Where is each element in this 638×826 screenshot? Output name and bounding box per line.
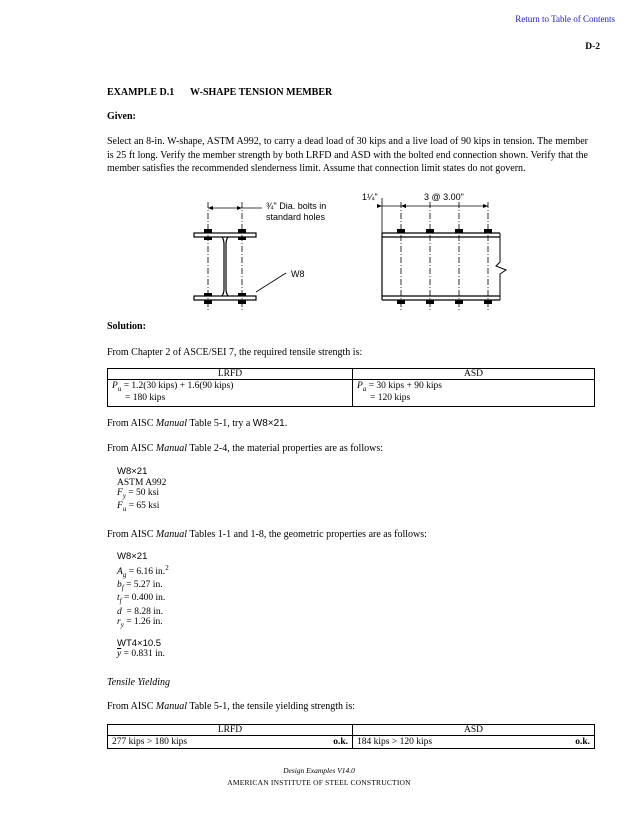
- bolt-note-line1: ¾" Dia. bolts in: [266, 201, 327, 211]
- web: [222, 237, 228, 296]
- asd-header: ASD: [353, 725, 595, 736]
- geometric-suffix: Tables 1-1 and 1-8, the geometric properties are as follows:: [187, 529, 427, 540]
- lrfd-check-cell: [108, 736, 353, 749]
- geometric-properties: [117, 552, 169, 660]
- tf-line: [117, 593, 169, 606]
- fu-subscript: u: [122, 505, 127, 514]
- manual-word: Manual: [155, 443, 188, 454]
- material-shape: W8×21: [117, 466, 148, 477]
- material-suffix: Table 2-4, the material properties are as follows:: [187, 443, 384, 454]
- pa-result: = 120 kips: [370, 392, 411, 403]
- solution-label: Solution:: [107, 321, 146, 332]
- material-intro: [107, 443, 383, 454]
- bottom-flange: [194, 296, 256, 300]
- geometric-prefix: From AISC: [107, 529, 156, 540]
- ag-subscript: g: [122, 570, 127, 579]
- asd-check: 184 kips > 120 kips: [357, 737, 433, 747]
- pu-symbol: P: [112, 381, 118, 391]
- fu-line: [117, 501, 166, 514]
- ag-line: [117, 563, 169, 581]
- tensile-yielding-intro: [107, 701, 355, 712]
- manual-word: Manual: [155, 701, 188, 712]
- connection-figure: [180, 188, 520, 312]
- material-properties: [117, 467, 166, 515]
- d-symbol: d: [117, 606, 122, 617]
- trial-prefix: From AISC: [107, 418, 156, 429]
- page-number: D-2: [585, 42, 600, 52]
- footer-title: Design Examples V14.0: [283, 766, 355, 775]
- ry-symbol: r: [117, 617, 121, 628]
- geometric-intro: [107, 529, 427, 540]
- pu-subscript: u: [117, 384, 122, 393]
- bolt-note: [266, 201, 326, 223]
- bolt-note-line2: standard holes: [266, 212, 326, 222]
- pa-subscript: a: [362, 384, 367, 393]
- lrfd-cell: [108, 380, 353, 407]
- given-label: Given:: [107, 111, 136, 122]
- top-flange: [194, 233, 256, 237]
- bf-symbol: b: [117, 580, 122, 591]
- trial-middle: Table 5-1, try a: [187, 418, 253, 429]
- shape-label: W8: [291, 269, 305, 279]
- tee-shape: WT4×10.5: [117, 637, 162, 649]
- fy-symbol: F: [117, 488, 123, 498]
- lrfd-header: LRFD: [108, 725, 353, 736]
- tensile-yielding-table: [107, 724, 595, 749]
- pa-symbol: P: [357, 381, 363, 391]
- ag-value: = 6.16 in.: [126, 566, 166, 577]
- pu-expression: = 1.2(30 kips) + 1.6(90 kips): [121, 381, 234, 391]
- pa-expression: = 30 kips + 90 kips: [366, 381, 442, 391]
- asd-ok: o.k.: [575, 737, 590, 747]
- material-grade: ASTM A992: [117, 477, 167, 488]
- bf-subscript: f: [121, 583, 124, 592]
- tf-value: = 0.400 in.: [121, 593, 166, 604]
- ry-value: = 1.26 in.: [123, 617, 163, 628]
- footer-publisher: AMERICAN INSTITUTE OF STEEL CONSTRUCTION: [227, 778, 411, 787]
- lrfd-ok: o.k.: [333, 737, 348, 747]
- tf-subscript: f: [119, 597, 122, 606]
- ybar-value: = 0.831 in.: [121, 649, 165, 660]
- trial-shape: W8×21: [252, 418, 285, 429]
- lrfd-check: 277 kips > 180 kips: [112, 737, 188, 747]
- ag-symbol: A: [117, 566, 123, 577]
- lrfd-header: LRFD: [108, 369, 353, 380]
- ry-subscript: y: [120, 621, 124, 630]
- ty-prefix: From AISC: [107, 701, 156, 712]
- fu-symbol: F: [117, 501, 123, 512]
- edge-distance: 1¼": [362, 192, 378, 202]
- tf-symbol: t: [117, 593, 120, 604]
- tensile-yielding-heading: Tensile Yielding: [107, 677, 171, 688]
- fy-value: = 50 ksi: [125, 488, 159, 498]
- fy-subscript: y: [122, 491, 126, 500]
- fu-value: = 65 ksi: [126, 501, 160, 512]
- bolt-spacing: 3 @ 3.00": [424, 192, 464, 202]
- bf-value: = 5.27 in.: [123, 580, 163, 591]
- toc-link[interactable]: Return to Table of Contents: [515, 14, 615, 24]
- d-value: = 8.28 in.: [121, 606, 163, 617]
- manual-word: Manual: [155, 529, 188, 540]
- material-prefix: From AISC: [107, 443, 156, 454]
- manual-word: Manual: [155, 418, 188, 429]
- ry-line: [117, 617, 169, 630]
- asd-header: ASD: [353, 369, 595, 380]
- ty-suffix: Table 5-1, the tensile yielding strength is:: [187, 701, 355, 712]
- required-strength-table: [107, 368, 595, 407]
- dim-arrow-right: [237, 206, 242, 210]
- ybar-symbol: $\overline{y}$: [117, 649, 122, 660]
- fy-line: [117, 488, 166, 501]
- dim-arrow-left: [208, 206, 213, 210]
- pu-result: = 180 kips: [125, 392, 166, 403]
- example-title: W-SHAPE TENSION MEMBER: [190, 87, 333, 98]
- d-line: [117, 607, 169, 618]
- required-strength-intro: From Chapter 2 of ASCE/SEI 7, the required tensile strength is:: [107, 347, 363, 358]
- ybar-line: [117, 649, 169, 660]
- asd-check-cell: [353, 736, 595, 749]
- bf-line: [117, 580, 169, 593]
- geometric-shape: W8×21: [117, 551, 148, 562]
- trial-end: .: [284, 418, 288, 429]
- given-text: Select an 8-in. W-shape, ASTM A992, to carry a dead load of 30 kips and a live load of 90 kips in tension. The member is 25 ft long. Verify the member strength by both LRFD and ASD with the bolted end connection shown. Verify that the member satisfies the recommended slenderness limit. Assume that connection limit states do not govern.: [107, 136, 588, 174]
- trial-shape-line: [107, 418, 287, 429]
- asd-cell: [353, 380, 595, 407]
- example-number: EXAMPLE D.1: [107, 87, 175, 98]
- ag-exponent: 2: [165, 563, 169, 572]
